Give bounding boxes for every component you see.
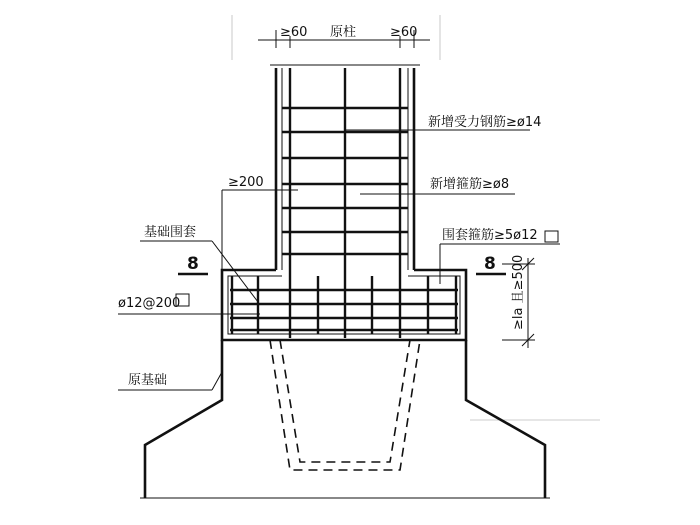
min-200-dimension — [222, 184, 298, 270]
original-column-stub — [270, 340, 420, 470]
mesh-bar-label: ø12@200 — [118, 296, 181, 311]
min-200-label: ≥200 — [228, 175, 264, 190]
foundation-jacket-leader — [140, 241, 258, 302]
min-60-left-label: ≥60 — [280, 25, 308, 40]
new-main-bar-label: 新增受力钢筋≥ø14 — [428, 115, 542, 130]
section-mark-right: 8 — [484, 254, 496, 274]
min-60-right-label: ≥60 — [390, 25, 418, 40]
original-foundation-label: 原基础 — [128, 373, 168, 388]
original-column-label: 原柱 — [330, 25, 357, 40]
foundation-jacket-label: 基础围套 — [144, 225, 197, 240]
new-stirrup-label: 新增箍筋≥ø8 — [430, 177, 510, 192]
background-faint-lines — [232, 15, 600, 420]
original-foundation-outline — [140, 340, 550, 498]
height-requirement-label: ≥la 且≥500 — [511, 254, 526, 330]
jacket-stirrup-label: 围套箍筋≥5ø12 — [442, 228, 538, 243]
section-mark-left: 8 — [187, 254, 199, 274]
